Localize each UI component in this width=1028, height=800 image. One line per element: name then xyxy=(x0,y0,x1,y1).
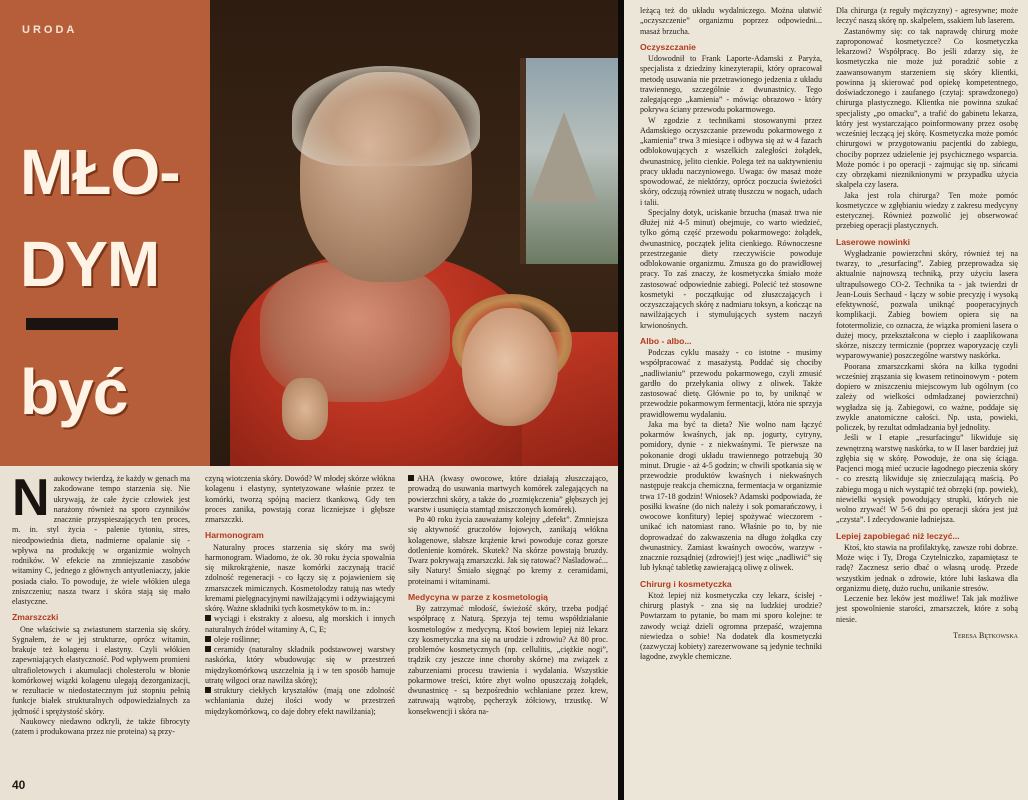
subheading-laser: Laserowe nowinki xyxy=(836,236,911,247)
paragraph: Naturalny proces starzenia się skóry ma swój harmonogram. Wiadomo, że ok. 30 roku życia spowalnia się mikrokrążenie, nasze komórki zaczynają tracić zdolność regeneracji - co łączy się z pojawieniem się zmarszczek mimicznych. Kosmetolodzy ratują nas wtedy kremami pielęgnacyjnymi nawilżającymi i odżywiającymi skórę. Ważne składniki tych kosmetyków to m. in.: xyxy=(205,542,395,613)
paragraph: Jaka jest rola chirurga? Ten może pomóc kosmetyczce w zgłębianiu wiedzy z zakresu medycyny estetycznej. Również pozwolić jej obserwować przebieg operacji plastycznych. xyxy=(836,190,1018,231)
paragraph: Podczas cyklu masaży - co istotne - musimy współpracować z masażystą. Poddać się chociby „nadliwianiu” przewodu pokarmowego, czyli zmusić gardło do przełykania oliwy z oliwek. Także zastosować dietę. Głównie po to, by uniknąć w przewodzie pokarmowym fermentacji, która nie sprzyja prawidłowemu wydalaniu. xyxy=(640,348,822,419)
intro-paragraph: aukowcy twierdzą, że każdy w genach ma zakodowane tempo starzenia się. Nie ukrywają, że całe życie człowiek jest narażony również na sporo czynników znacznie przyspieszających ten proces, m. in. styl życia - palenie tytoniu, stres, nieodpowiednia dieta, nadmierne opalanie się - wpływa na produkcję w organizmie wolnych rodników. W efekcie na zmniejszanie zasobów witaminy C, jednego z głównych antyutleniaczy, jakie posiada ciało. To powoduje, że wiele włókien ulega zniszczeniu; nasza twarz i skóra stają się mało elastyczne. xyxy=(12,474,190,606)
subheading-albo: Albo - albo... xyxy=(640,335,692,346)
dropcap: N xyxy=(12,469,50,527)
bullet-icon xyxy=(205,646,211,652)
paragraph: Dla chirurga (z reguły mężczyzny) - agresywne; może leczyć naszą skórę np. skalpelem, ssakiem lub laserem. xyxy=(836,6,1018,26)
list-item: oleje roślinne; xyxy=(214,634,261,644)
paragraph: Po 40 roku życia zauważamy kolejny „defekt”. Zmniejsza się aktywność gruczołów łojowych, zanikają włókna kolagenowe, słabsze krążenie krwi powoduje coraz gorsze dotlenienie komórek. Skutek? Na skórze powstają bruzdy. Twarz pokrywają zmarszczki. Jak się ratować? Naśladować... siły Natury! Śmiało sięgnąć po kremy z ceramidami, proteinami i witaminami. xyxy=(408,515,608,586)
painting-child-hand xyxy=(282,378,328,440)
paragraph: czyną wiotczenia skóry. Dowód? W młodej skórze włókna kolagenu i elastyny, syntetyzowane właśnie przez te komórki, tworzą spójną macierz tkankową. Gdy ten proces zanika, powstają coraz liczniejsze i głębsze zmarszczki. xyxy=(205,474,395,524)
headline-dash xyxy=(26,318,118,330)
article-column-5 xyxy=(836,6,1018,641)
paragraph: Specjalny dotyk, uciskanie brzucha (masaż trwa nie dłużej niż 4-5 minut) obejmuje, co warto wiedzieć, tylko górną część przewodu pokarmowego: żołądek, dwunastnicę, początek jelita cienkiego. Równoczesne przestrzeganie diety rzeczywiście powoduje odblokowanie organizmu. Zmusza go do prawidłowej pracy. To zaś znaczy, że kosmetyczka śmiało może zastosować odpowiednie zabiegi. Polecić też stosowne kosmetyki - początkując od złuszczających i oczyszczających skórę z nadmiaru toksyn, a kończąc na nawilżających i stymulujących system naczyń krwionośnych. xyxy=(640,207,822,330)
paragraph: Leczenie bez leków jest możliwe! Tak jak możliwe jest spowolnienie starości, zmarszczek, które z sobą niesie. xyxy=(836,594,1018,624)
subheading-lepiej: Lepiej zapobiegać niż leczyć... xyxy=(836,530,960,541)
headline-line-2: DYM xyxy=(20,228,160,300)
list-item: ceramidy (naturalny składnik podstawowej warstwy naskórka, który wbudowując się w przestrzeń międzykomórkową uszczelnia ją i w ten sposób hamuje utratę wilgoci oraz nawilża skórę); xyxy=(205,645,395,685)
headline-line-3: być xyxy=(20,356,128,428)
article-column-3 xyxy=(408,474,608,717)
bullet-icon xyxy=(205,687,211,693)
bullet-icon xyxy=(205,615,211,621)
section-label: URODA xyxy=(22,24,78,36)
author-signature: Teresa Bętkowska xyxy=(953,630,1018,640)
article-column-1 xyxy=(12,469,190,737)
painting-child-face xyxy=(462,308,558,426)
paragraph: Naukowcy niedawno odkryli, że także fibrocyty (zatem i produkowana przez nie proteina) są przy- xyxy=(12,716,190,736)
list-item: AHA (kwasy owocowe, które działają złuszczająco, prowadzą do usuwania martwych komórek zalegających na powierzchni skóry, a także do „rozmiękczenia” głębszych jej warstw i usunięcia stamtąd zniszczonych komórek). xyxy=(408,474,608,514)
paragraph: Wygładzanie powierzchni skóry, również tej na twarzy, to „resurfacing”. Zabieg przeprowadza się aktualnie najnowszą techniką, przy użyciu lasera ultrapulsowego CO-2. Technika ta - jak twierdzi dr Jean-Louis Sechaud - łączy w sobie precyzję i wysoką efektywność, pozwala uniknąć pooperacyjnych komplikacji. Zabieg bowiem opiera się na fototermolizie, co oznacza, że wiązka promieni lasera o dużej mocy, przekształcona w ciepło i zaaplikowana skórze, niszczy termicznie (poprzez waporyzację czyli wyparowywanie) poszczególne warstwy naskórka. xyxy=(836,248,1018,361)
paragraph: Udowodnił to Frank Laporte-Adamski z Paryża, specjalista z dziedziny kinezyterapii, który opracował metodę usuwania nie przetrawionego jedzenia z układu trawiennego, szczególnie z dwunastnicy. Tego zalegającego „kamienia” - mówiąc obrazowo - który pokrywa ściany przewodu pokarmowego. xyxy=(640,54,822,115)
subheading-medycyna: Medycyna w parze z kosmetologią xyxy=(408,591,548,602)
paragraph: By zatrzymać młodość, świeżość skóry, trzeba podjąć współpracę z Naturą. Sprzyja tej temu współdziałanie kosmetologów z medycyną. Ktoś bowiem lepiej niż lekarz czy kosmetyczka zna się na urodzie i zdrowiu? Aż 80 proc. problemów kosmetycznych (np. cellulitis, „ciężkie nogi”, trądzik czy jeszcze inne choroby skórne) ma związek z zaburzeniami procesu trawienia i wydalania. Wszystkie pokarmowe treści, które zbyt wolno opuszczają żołądek, dwunastnicę - są bezpośrednio wchłaniane przez krew, zatruwają wątrobę, pęcherzyk żółciowy, trzustkę. W konsekwencji i skóra na- xyxy=(408,604,608,716)
right-page xyxy=(624,0,1028,800)
bullet-icon xyxy=(205,636,211,642)
subheading-chirurg: Chirurg i kosmetyczka xyxy=(640,578,732,589)
paragraph: Ktoś, kto stawia na profilaktykę, zawsze robi dobrze. Może więc i Ty, Droga Czytelniczko, zapamiętasz te radę? Zacznesz serio dbać o własną urodę. Przede wszystkim jednak o zdrowie, które lubi łaskawa dla organizmu dietę, dużo ruchu, unikanie stresów. xyxy=(836,542,1018,593)
paragraph: Jaka ma być ta dieta? Nie wolno nam łączyć pokarmów kwaśnych, jak np. jogurty, cytryny, pomidory, dynie - z niekwaśnymi. Te pierwsze na pokonanie drogi układu trawiennego potrzebują 30 minut. Drugie - aż 4-5 godzin; w chwili spotkania się w przewodzie produktów kwaśnych i niekwaśnych następuje reakcja chemiczna, fermentacja w organizmie trwa 17-18 godzin! Wniosek? Adamski podpowiada, że posiłki kwaśne (do nich należy i sok pomarańczowy, i owocowe konfitury) lepiej spożywać wieczorem - unikać ich natomiast rano. Właśnie po to, by nie doprowadzać do zakwaszenia na długo żołądka czy dwunastnicy. Zamiast kwaśnych owoców, warzyw - znacznie rozsądniej (zdrowiej!) jest więc „nadliwić” się lub łyknąć tabletkę zawierającą oliwę z oliwek. xyxy=(640,419,822,573)
subheading-oczyszczanie: Oczyszczanie xyxy=(640,41,696,52)
list-item: struktury ciekłych kryształów (mają one zdolność wchłaniania dużej ilości wody w przestrzeń międzykomórkową, co daje dobry efekt nawilżania); xyxy=(205,686,395,716)
paragraph: W zgodzie z technikami stosowanymi przez Adamskiego oczyszczanie przewodu pokarmowego z „kamienia” trwa 3 miesiące i odbywa się aż w 4 fazach odblokowujących z wszelkich zaległości żołądek, dwunastnicę, jelito cienkie. Polega też na uaktywnieniu pracy układu naczyniowego. Uwaga: ów masaż może spowodować, że niektórzy, oprócz poczucia świeżości skóry, odczują również utratę tłuszczu w nogach, udach i talii. xyxy=(640,115,822,207)
paragraph: leżącą też do układu wydalniczego. Można ułatwić „oczyszczenie” organizmu poprzez odpowiedni... masaż brzucha. xyxy=(640,6,822,36)
article-column-2 xyxy=(205,474,395,717)
article-column-4 xyxy=(640,6,822,663)
paragraph: Zastanówmy się: co tak naprawdę chirurg może zaproponować kosmetyczce? Co kosmetyczka lekarzowi? Współpracę. Bo jeśli zdarzy się, że kosmetyczka nie może już poradzić sobie z zaawansowanym starzeniem się skóry klientki, powinna ją skierować pod opiekę kompetentnego, doświadczonego i zaufanego (czytaj: sprawdzonego) chirurga plastycznego. Klientka nie powinna szukać specjalisty „po omacku”, a trafić do gabinetu lekarza, który jest wystarczająco poinformowany przez osobę wcześniej leczącą jej skórę. Kosmetyczka może pomóc chirurgowi w przygotowaniu pacjentki do zabiegu, chociby poprzez udzielenie jej psychicznego wsparcia. Może pomóc i po operacji - zajmując się np. sińcami czy obrzękami niezniknionymi w przypadku użycia skalpela czy lasera. xyxy=(836,26,1018,190)
paragraph: Ktoż lepiej niż kosmetyczka czy lekarz, ścisłej - chirurg plastyk - zna się na ludzkiej urodzie? Powtarzam to pytanie, bo mam mi sporo kolejne: te zawody wciąż dzieli ogromna przepaść, wzajemna niewiedza o sobie! Na dodatek dla kosmetyczki (zazwyczaj kobiety) zarezerwowane są jedynie techniki łagodne, zwykle chemiczne. xyxy=(640,590,822,662)
subheading-zmarszczki: Zmarszczki xyxy=(12,612,59,623)
hero-painting xyxy=(0,0,618,466)
paragraph: Poorana zmarszczkami skóra na kilka tygodni wcześniej zrąszania się kwasem retinoinowym - potem dopiero w zniszczeniu miejscowym lub ogólnym (co zależy od wielkości odmładzanej powierzchni) wygładza się ją. Zabiegowi, co ważne, poddaje się zwykle anatomiczne całości. Np. usta, powieki, policzek, by rezultat odmładzania był jednolity. xyxy=(836,361,1018,432)
paragraph: Jeśli w I etapie „resurfacingu” likwiduje się zewnętrzną warstwę naskórka, to w II laser bardziej już zgłębia się w skórę. Powoduje, że ona się ściąga. Pacjenci mogą mieć uczucie łagodnego pieczenia skóry - co zresztą likwiduje się znieczulającą maścią. Po zabiegu mogą u nich wystąpić też obrzęki (np. powiek), niewielki wysięk powodujący strupki, których nie wolno zrywać! W 5-6 dni po operacji skóra jest już „czysta”. I zdecydowanie ładniejsza. xyxy=(836,433,1018,525)
painting-mountain xyxy=(530,112,598,202)
paragraph: One właściwie są zwiastunem starzenia się skóry. Sygnałem, że w jej strukturze, oprócz witamin, brakuje też kolagenu i elastyny. Czyli włókien zapewniających elastyczność. Pod wpływem promieni ultrafioletowych i akumulacji cholesterolu w błonie komórkowej wiązki kolagenu ulegają dezorganizacji, w rezultacie w niedostatecznym już stopniu pełnią funkcje białek strukturalnych odpowiedzialnych za jędrność i sprężystość skóry. xyxy=(12,624,190,716)
headline-line-1: MŁO- xyxy=(20,136,180,208)
page-number: 40 xyxy=(12,778,26,792)
subheading-harmonogram: Harmonogram xyxy=(205,530,264,541)
list-item: wyciągi i ekstrakty z aloesu, alg morskich i innych naturalnych źródeł witaminy A, C, E; xyxy=(205,614,395,634)
bullet-icon xyxy=(408,475,414,481)
